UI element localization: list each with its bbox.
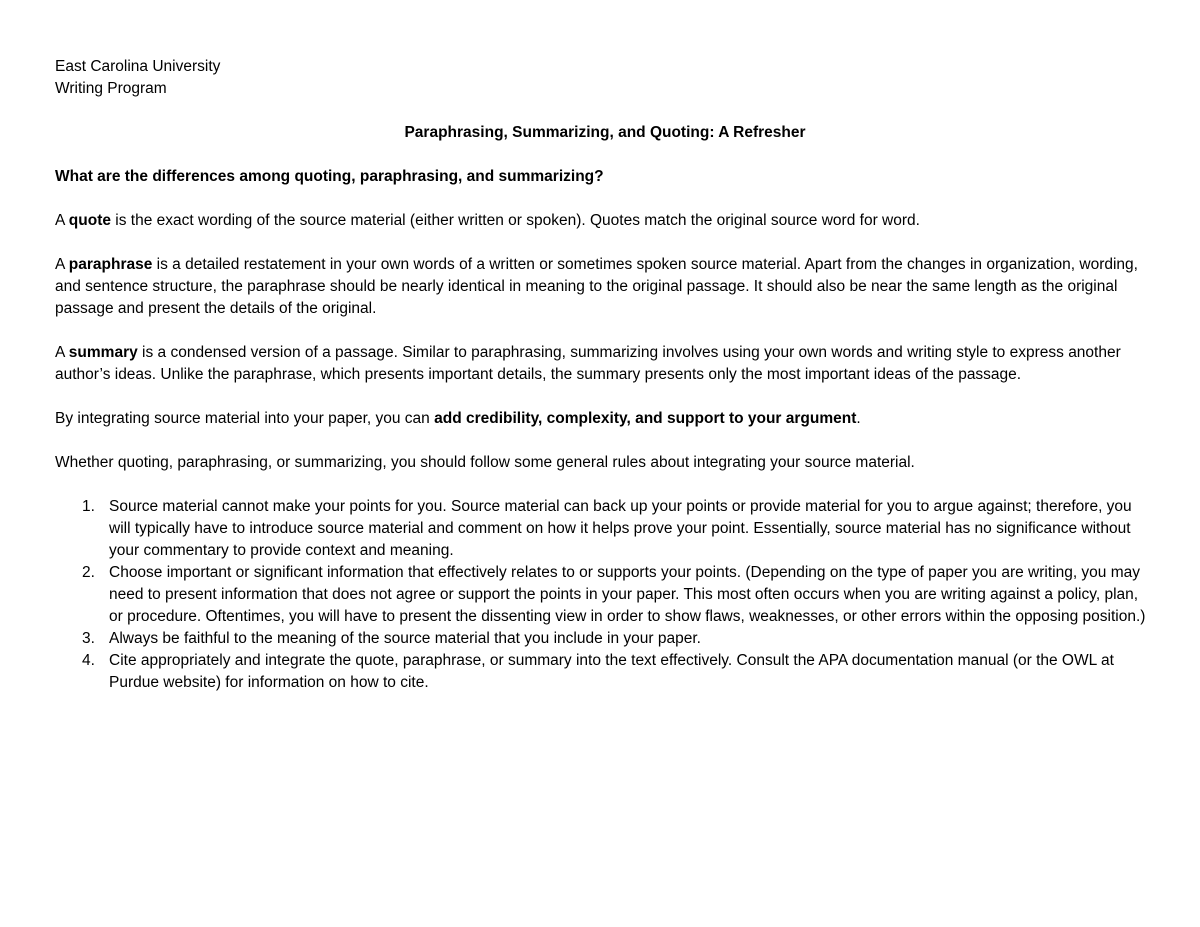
quote-definition: A quote is the exact wording of the source material (either written or spoken). Quotes match the original source word for word. <box>55 212 920 229</box>
summary-definition: A summary is a condensed version of a passage. Similar to paraphrasing, summarizing involves using your own words and writing style to express another author’s ideas. Unlike the paraphrase, which presents important details, the summary presents only the most important ideas of the passage. <box>55 344 1121 383</box>
document-page <box>55 56 1155 694</box>
paraphrase-term: paraphrase <box>68 256 153 273</box>
summary-term: summary <box>68 344 138 361</box>
quote-term: quote <box>68 212 111 229</box>
institution-name: East Carolina University <box>55 58 221 75</box>
rules-list <box>55 496 1155 694</box>
integration-statement: By integrating source material into your paper, you can add credibility, complexity, and support to your argument. <box>55 410 861 427</box>
program-name: Writing Program <box>55 80 167 97</box>
rule-item: 2. Choose important or significant information that effectively relates to or supports your points. (Depending on the type of paper you are writing, you may need to present information that does not agree or support the points in your paper. This most often occurs when you are writing against a policy, plan, or procedure. Oftentimes, you will have to present the dissenting view in order to show flaws, weaknesses, or other errors within the opposing position.) <box>82 564 1146 625</box>
section-question: What are the differences among quoting, paraphrasing, and summarizing? <box>55 168 604 185</box>
rule-item: 3. Always be faithful to the meaning of the source material that you include in your paper. <box>82 630 701 647</box>
rule-item: 4. Cite appropriately and integrate the quote, paraphrase, or summary into the text effectively. Consult the APA documentation manual (or the OWL at Purdue website) for information on how to cite. <box>82 652 1114 691</box>
integration-emphasis: add credibility, complexity, and support to your argument <box>434 410 857 427</box>
rule-item: 1. Source material cannot make your points for you. Source material can back up your points or provide material for you to argue against; therefore, you will typically have to introduce source material and comment on how it helps prove your point. Essentially, source material has no significance without your commentary to provide context and meaning. <box>82 498 1132 559</box>
document-title: Paraphrasing, Summarizing, and Quoting: A Refresher <box>404 124 806 141</box>
paraphrase-definition: A paraphrase is a detailed restatement in your own words of a written or sometimes spoken source material. Apart from the changes in organization, wording, and sentence structure, the paraphrase should be nearly identical in meaning to the original passage. It should also be near the same length as the original passage and present the details of the original. <box>55 256 1138 317</box>
rules-intro: Whether quoting, paraphrasing, or summarizing, you should follow some general rules about integrating your source material. <box>55 454 915 471</box>
